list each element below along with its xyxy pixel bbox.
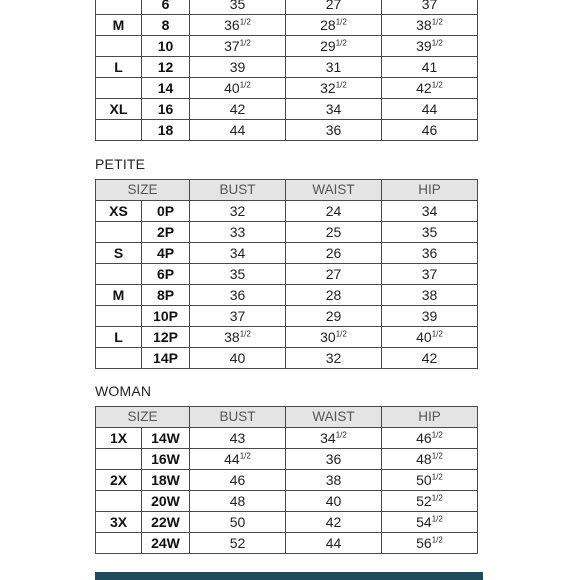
- waist-cell: 28: [286, 285, 382, 306]
- numeric-size-cell: 12: [142, 57, 190, 78]
- hip-cell: $40^{1/2}$: [382, 327, 478, 348]
- bust-cell: 44: [190, 120, 286, 141]
- letter-size-cell: [96, 533, 142, 554]
- hip-cell: 46: [382, 120, 478, 141]
- waist-cell: 27: [286, 264, 382, 285]
- table-row: [96, 222, 478, 243]
- table-row: [96, 201, 478, 222]
- waist-cell: 34: [286, 99, 382, 120]
- waist-cell: 36: [286, 449, 382, 470]
- hip-cell: 44: [382, 99, 478, 120]
- bust-cell: 46: [190, 470, 286, 491]
- numeric-size-cell: 2P: [142, 222, 190, 243]
- bust-cell: 37: [190, 306, 286, 327]
- letter-size-cell: [96, 449, 142, 470]
- numeric-size-cell: 14W: [142, 428, 190, 449]
- letter-size-cell: [96, 491, 142, 512]
- hip-cell: 36: [382, 243, 478, 264]
- waist-cell: $32^{1/2}$: [286, 78, 382, 99]
- table-row: [96, 57, 478, 78]
- header-bust: BUST: [190, 180, 286, 201]
- header-bust: BUST: [190, 407, 286, 428]
- hip-cell: 37: [382, 264, 478, 285]
- numeric-size-cell: 24W: [142, 533, 190, 554]
- waist-cell: 24: [286, 201, 382, 222]
- waist-cell: $30^{1/2}$: [286, 327, 382, 348]
- numeric-size-cell: 6P: [142, 264, 190, 285]
- letter-size-cell: [96, 264, 142, 285]
- table-row: [96, 533, 478, 554]
- letter-size-cell: L: [96, 57, 142, 78]
- waist-cell: 26: [286, 243, 382, 264]
- table-row: [96, 0, 478, 15]
- hip-cell: 35: [382, 222, 478, 243]
- table-row: [96, 120, 478, 141]
- petite-heading: PETITE: [95, 156, 146, 172]
- waist-cell: $34^{1/2}$: [286, 428, 382, 449]
- bust-cell: 34: [190, 243, 286, 264]
- letter-size-cell: XL: [96, 99, 142, 120]
- letter-size-cell: [96, 306, 142, 327]
- numeric-size-cell: 22W: [142, 512, 190, 533]
- bust-cell: 33: [190, 222, 286, 243]
- table-header-row: [96, 180, 478, 201]
- letter-size-cell: 2X: [96, 470, 142, 491]
- waist-cell: 32: [286, 348, 382, 369]
- bust-cell: 32: [190, 201, 286, 222]
- bust-cell: 42: [190, 99, 286, 120]
- letter-size-cell: [96, 0, 142, 15]
- table-row: [96, 36, 478, 57]
- table-row: [96, 285, 478, 306]
- bust-cell: $40^{1/2}$: [190, 78, 286, 99]
- table-row: [96, 99, 478, 120]
- waist-cell: 42: [286, 512, 382, 533]
- table-row: [96, 449, 478, 470]
- table-row: [96, 491, 478, 512]
- bust-cell: 48: [190, 491, 286, 512]
- bust-cell: 35: [190, 0, 286, 15]
- hip-cell: $56^{1/2}$: [382, 533, 478, 554]
- waist-cell: 27: [286, 0, 382, 15]
- bust-cell: $37^{1/2}$: [190, 36, 286, 57]
- table-row: [96, 306, 478, 327]
- waist-cell: 40: [286, 491, 382, 512]
- bust-cell: 36: [190, 285, 286, 306]
- woman-table-body: [96, 428, 478, 554]
- waist-cell: 38: [286, 470, 382, 491]
- hip-cell: 34: [382, 201, 478, 222]
- waist-cell: 25: [286, 222, 382, 243]
- letter-size-cell: [96, 36, 142, 57]
- table-row: [96, 15, 478, 36]
- waist-cell: $29^{1/2}$: [286, 36, 382, 57]
- numeric-size-cell: 10: [142, 36, 190, 57]
- letter-size-cell: 1X: [96, 428, 142, 449]
- numeric-size-cell: 14P: [142, 348, 190, 369]
- letter-size-cell: [96, 120, 142, 141]
- table-row: [96, 470, 478, 491]
- numeric-size-cell: 16W: [142, 449, 190, 470]
- numeric-size-cell: 18: [142, 120, 190, 141]
- bust-cell: 35: [190, 264, 286, 285]
- header-size: SIZE: [96, 180, 190, 201]
- numeric-size-cell: 20W: [142, 491, 190, 512]
- letter-size-cell: S: [96, 243, 142, 264]
- letter-size-cell: M: [96, 15, 142, 36]
- woman-heading: WOMAN: [95, 383, 152, 399]
- bust-cell: 39: [190, 57, 286, 78]
- hip-cell: $54^{1/2}$: [382, 512, 478, 533]
- hip-cell: $46^{1/2}$: [382, 428, 478, 449]
- numeric-size-cell: 4P: [142, 243, 190, 264]
- bust-cell: 52: [190, 533, 286, 554]
- letter-size-cell: [96, 78, 142, 99]
- hip-cell: $42^{1/2}$: [382, 78, 478, 99]
- hip-cell: 39: [382, 306, 478, 327]
- hip-cell: 38: [382, 285, 478, 306]
- table-row: [96, 428, 478, 449]
- numeric-size-cell: 18W: [142, 470, 190, 491]
- table-row: [96, 348, 478, 369]
- numeric-size-cell: 16: [142, 99, 190, 120]
- bust-cell: 50: [190, 512, 286, 533]
- table-header-row: [96, 407, 478, 428]
- size-table-petite: [95, 179, 478, 369]
- table-row: [96, 327, 478, 348]
- hip-cell: $50^{1/2}$: [382, 470, 478, 491]
- letter-size-cell: [96, 348, 142, 369]
- bust-cell: $36^{1/2}$: [190, 15, 286, 36]
- header-size: SIZE: [96, 407, 190, 428]
- numeric-size-cell: 14: [142, 78, 190, 99]
- bust-cell: $44^{1/2}$: [190, 449, 286, 470]
- waist-cell: 31: [286, 57, 382, 78]
- bust-cell: 43: [190, 428, 286, 449]
- regular-table-body: [96, 0, 478, 141]
- hip-cell: 37: [382, 0, 478, 15]
- waist-cell: 29: [286, 306, 382, 327]
- size-table-regular: [95, 0, 478, 141]
- numeric-size-cell: 8P: [142, 285, 190, 306]
- letter-size-cell: 3X: [96, 512, 142, 533]
- numeric-size-cell: 0P: [142, 201, 190, 222]
- bust-cell: 40: [190, 348, 286, 369]
- petite-table-body: [96, 201, 478, 369]
- waist-cell: 36: [286, 120, 382, 141]
- bust-cell: $38^{1/2}$: [190, 327, 286, 348]
- hip-cell: $52^{1/2}$: [382, 491, 478, 512]
- numeric-size-cell: 12P: [142, 327, 190, 348]
- hip-cell: $39^{1/2}$: [382, 36, 478, 57]
- table-row: [96, 78, 478, 99]
- hip-cell: $38^{1/2}$: [382, 15, 478, 36]
- table-row: [96, 243, 478, 264]
- bottom-banner-bar: [95, 572, 483, 580]
- numeric-size-cell: 8: [142, 15, 190, 36]
- header-waist: WAIST: [286, 407, 382, 428]
- hip-cell: 42: [382, 348, 478, 369]
- waist-cell: 44: [286, 533, 382, 554]
- table-row: [96, 512, 478, 533]
- header-waist: WAIST: [286, 180, 382, 201]
- size-table-woman: [95, 406, 478, 554]
- header-hip: HIP: [382, 180, 478, 201]
- hip-cell: 41: [382, 57, 478, 78]
- numeric-size-cell: 10P: [142, 306, 190, 327]
- table-row: [96, 264, 478, 285]
- hip-cell: $48^{1/2}$: [382, 449, 478, 470]
- header-hip: HIP: [382, 407, 478, 428]
- numeric-size-cell: 6: [142, 0, 190, 15]
- letter-size-cell: XS: [96, 201, 142, 222]
- letter-size-cell: L: [96, 327, 142, 348]
- letter-size-cell: M: [96, 285, 142, 306]
- letter-size-cell: [96, 222, 142, 243]
- waist-cell: $28^{1/2}$: [286, 15, 382, 36]
